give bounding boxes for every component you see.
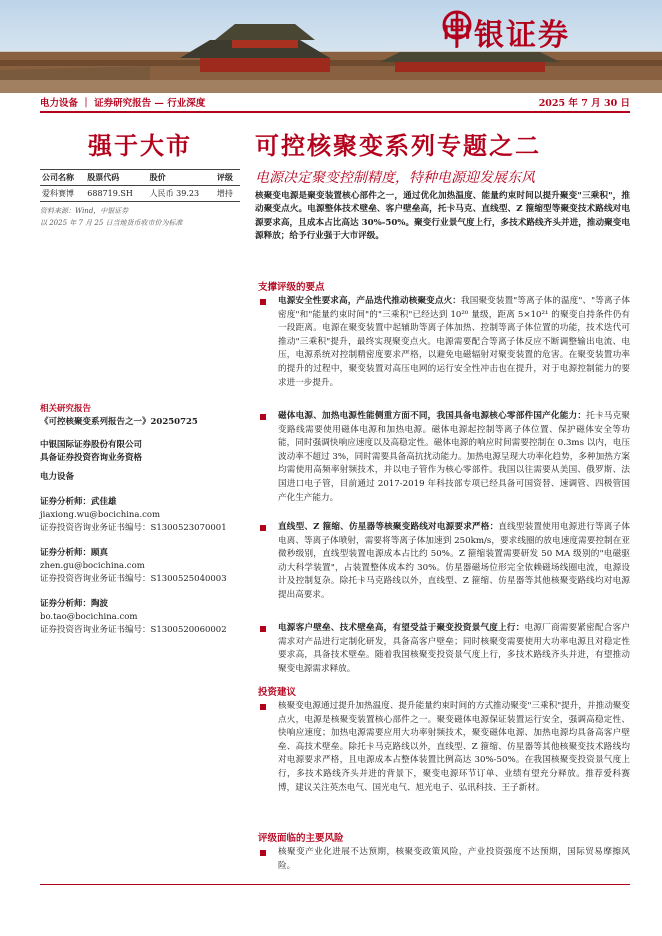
cell-price: 人民币 39.23: [148, 186, 215, 202]
cell-rating: 增持: [215, 186, 240, 202]
bullet-square-icon: [260, 850, 266, 856]
broker-logo: [442, 10, 570, 54]
bullet-1: [258, 295, 630, 390]
bullet-text: 核聚变产业化进展不达预期，核聚变政策风险，产业投资强度不达预期，国际贸易摩擦风险。: [278, 847, 630, 871]
analyst-name: 顾真: [91, 548, 109, 558]
industry-label: 电力设备: [40, 472, 75, 482]
bullet-text: 托卡马克聚变路线需要使用磁体电源和加热电源。磁体电源起控制等离子体位置、保护磁体安全等功能，同时强调快响应速度以及高稳定性。磁体电源的响应时间需要控制在 0.3ms 以内，电压波动率不超过 3%，同时需要具备高抗扰动能力。加热电源呈现大功率化趋势，多种加热方案均需使用高频率射频技术，并以电子管作为核心零部件。我国以往需要从美国、俄罗斯、法国进口电子管，目前通过 2017-2019 年科技部专项已经具备可国资替、速调管、四极管国产化生产能力。: [278, 411, 630, 503]
bullet-6: [258, 846, 630, 873]
analyst-3: [40, 598, 240, 637]
bullet-2: [258, 410, 630, 505]
title-block: [255, 120, 630, 187]
logo-text: 中银证券: [442, 18, 570, 53]
analyst-name: 陶波: [91, 599, 109, 609]
source-note-line: 资料来源：Wind，中银证券: [40, 207, 129, 215]
report-date: 2025 年 7 月 30 日: [538, 98, 630, 109]
bullet-square-icon: [260, 626, 266, 632]
analyst-email[interactable]: bo.tao@bocichina.com: [40, 612, 138, 622]
footer-divider: [40, 884, 630, 885]
analyst-1: [40, 496, 240, 535]
bullet-text: 我国聚变装置"等离子体的温度"、"等离子体密度"和"能量约束时间"的"三乘积"已经达到 10²⁰ 量级，距离 5×10²¹ 的聚变自持条件仍有一段距离。电源在聚变装置中起辅助等离子体加热、控制等离子体位置的功能，技术迭代可推动"三乘积"提升，最终实现聚变点火。电源需要配合等离子体反应不断调整输出电流、电压，电源系统对控制精密度要求严格，以避免电磁辐射对聚变装置的危害。在聚变装置功率的提升的过程中，聚变装置对高压电网的运行安全性冲击也在提升，对于电源控制能力的要求进一步提升。: [278, 296, 630, 388]
section-investment: 投资建议: [258, 687, 297, 698]
stock-table: [40, 169, 240, 202]
bullet-lead: 电源客户壁垒、技术壁垒高，有望受益于聚变投资景气度上行：: [278, 623, 525, 633]
related-heading: 相关研究报告: [40, 404, 92, 414]
analyst-email[interactable]: zhen.gu@bocichina.com: [40, 561, 145, 571]
stock-table-header: [40, 170, 240, 186]
report-subtitle: 电源决定聚变控制精度，特种电源迎发展东风: [255, 170, 535, 186]
cell-code: 688719.SH: [85, 186, 147, 202]
analyst-2: [40, 547, 240, 586]
analyst-cert: 证券投资咨询业务证书编号：S1300523070001: [40, 523, 227, 533]
bullet-4: [258, 622, 630, 676]
analyst-label: 证券分析师：: [40, 548, 92, 558]
source-note: [40, 205, 240, 229]
bullet-square-icon: [260, 299, 266, 305]
related-report: 《可控核聚变系列报告之一》20250725: [40, 417, 198, 427]
col-price: 股价: [148, 170, 215, 186]
analyst-cert: 证券投资咨询业务证书编号：S1300520060002: [40, 625, 227, 635]
report-category: 电力设备 ｜ 证券研究报告 — 行业深度: [40, 98, 206, 109]
section-risk: 评级面临的主要风险: [258, 833, 344, 844]
bullet-5: [258, 700, 630, 795]
bullet-square-icon: [260, 704, 266, 710]
company-name: 中银国际证券股份有限公司: [40, 440, 143, 450]
col-rating: 评级: [215, 170, 240, 186]
analyst-label: 证券分析师：: [40, 599, 92, 609]
report-title: 可控核聚变系列专题之二: [255, 131, 541, 160]
industry-rating: 强于大市: [88, 131, 192, 160]
bullet-square-icon: [260, 525, 266, 531]
analyst-email[interactable]: jiaxiong.wu@bocichina.com: [40, 510, 161, 520]
price-basis-note: 以 2025 年 7 月 25 日当地货币收市价为标准: [40, 219, 183, 227]
analyst-cert: 证券投资咨询业务证书编号：S1300525040003: [40, 574, 227, 584]
boc-logo-icon: [442, 10, 472, 40]
bullet-text: 直线型装置使用电源进行等离子体电离、等离子体喷射，需要将等离子体加速到 250km/s，要求线圈的放电速度需要控制在亚微秒级别，直线型装置电源成本占比约 50%。Z 箍缩装置需要研发 50 MA 级别的"电磁驱动大科学装置"，占装置整体成本约 30%。仿星器磁场位形完全依赖磁场线圈电流，电源设计及控制复杂。除托卡马克路线以外，直线型、Z 箍缩、仿星器等其他核聚变路线均对电源提出高要求。: [278, 522, 630, 600]
bullet-3: [258, 521, 630, 603]
cell-company: 爱科赛博: [40, 186, 85, 202]
left-column: [40, 120, 240, 229]
related-info: [40, 403, 240, 637]
category-bar: [40, 93, 630, 113]
bullet-lead: 电源安全性要求高，产品迭代推动核聚变点火：: [278, 296, 462, 306]
bullet-lead: 磁体电源、加热电源性能侧重方面不同，我国具备电源核心零部件国产化能力：: [278, 411, 587, 421]
col-company: 公司名称: [40, 170, 85, 186]
analyst-name: 武佳雄: [91, 497, 117, 507]
col-code: 股票代码: [85, 170, 147, 186]
bullet-lead: 直线型、Z 箍缩、仿星器等核聚变路线对电源要求严格：: [278, 522, 499, 532]
bullet-text: 核聚变电源通过提升加热温度、提升能量约束时间的方式推动聚变"三乘积"提升，并推动聚变点火，电源是核聚变装置核心部件之一。聚变磁体电源保证装置运行安全，强调高稳定性、快响应速度；加热电源需要应用大功率射频技术，聚变磁体电源、加热电源均具备高客户壁垒、高技术壁垒。除托卡马克路线以外，直线型、Z 箍缩、仿星器等其他核聚变技术路线均对电源要求严格，且电源成本占整体装置比例高达 30%-50%。在我国核聚变投资景气度上行，多技术路线齐头并进的背景下，聚变电源环节订单、业绩有望充分释放。推荐爱科赛博，建议关注英杰电气、国光电气、旭光电子、弘讯科技、王子新材。: [278, 701, 630, 793]
table-row: [40, 186, 240, 202]
company-qualification: 具备证券投资咨询业务资格: [40, 453, 143, 463]
summary-paragraph: 核聚变电源是聚变装置核心部件之一，通过优化加热温度、能量约束时间以提升聚变"三乘积"，推动聚变点火。电源整体技术壁垒、客户壁垒高，托卡马克、直线型、Z 箍缩型等聚变技术路线对电源要求高，且成本占比高达 30%-50%。聚变行业景气度上行，多技术路线齐头并进，推动聚变电源释放；给予行业强于大市评级。: [255, 191, 630, 242]
bullet-square-icon: [260, 414, 266, 420]
analyst-label: 证券分析师：: [40, 497, 92, 507]
header-banner: [0, 0, 662, 93]
section-key-points: 支撑评级的要点: [258, 282, 325, 293]
bullet-text: 电源厂商需要紧密配合客户需求对产品进行定制化研发，具备高客户壁垒；同时核聚变需要使用大功率电源且对稳定性要求高，具备技术壁垒。随着我国核聚变投资景气度上行，多技术路线齐头并进，有望推动聚变电源需求释放。: [278, 623, 630, 674]
